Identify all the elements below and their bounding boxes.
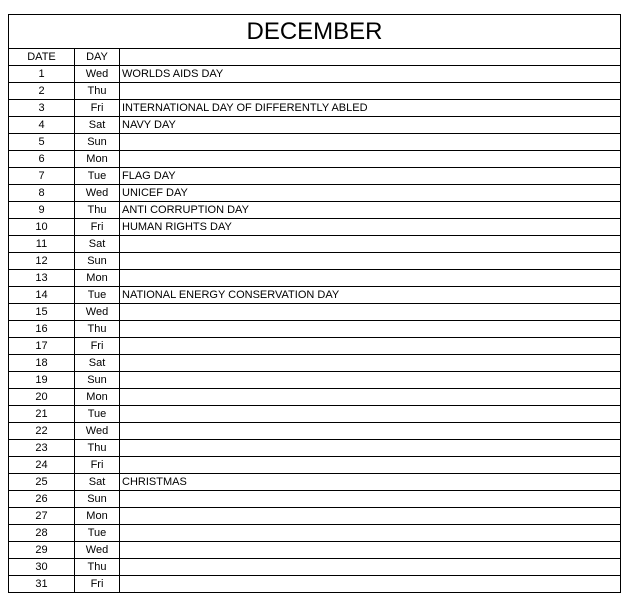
day-cell: Thu bbox=[75, 202, 120, 219]
day-cell: Tue bbox=[75, 287, 120, 304]
event-cell bbox=[120, 491, 621, 508]
table-row bbox=[9, 253, 621, 270]
event-cell bbox=[120, 525, 621, 542]
event-cell bbox=[120, 559, 621, 576]
table-row bbox=[9, 423, 621, 440]
event-cell: UNICEF DAY bbox=[120, 185, 621, 202]
event-cell bbox=[120, 321, 621, 338]
date-cell: 7 bbox=[9, 168, 75, 185]
table-row bbox=[9, 559, 621, 576]
date-cell: 10 bbox=[9, 219, 75, 236]
date-cell: 6 bbox=[9, 151, 75, 168]
event-cell bbox=[120, 338, 621, 355]
day-cell: Sat bbox=[75, 117, 120, 134]
table-row bbox=[9, 100, 621, 117]
date-cell: 25 bbox=[9, 474, 75, 491]
day-cell: Mon bbox=[75, 270, 120, 287]
date-column-header: DATE bbox=[9, 49, 75, 66]
event-cell bbox=[120, 355, 621, 372]
table-row bbox=[9, 270, 621, 287]
event-cell: FLAG DAY bbox=[120, 168, 621, 185]
table-row bbox=[9, 576, 621, 593]
event-cell bbox=[120, 440, 621, 457]
table-row bbox=[9, 304, 621, 321]
event-cell: NAVY DAY bbox=[120, 117, 621, 134]
event-cell bbox=[120, 83, 621, 100]
table-row bbox=[9, 83, 621, 100]
table-row bbox=[9, 508, 621, 525]
date-cell: 13 bbox=[9, 270, 75, 287]
day-cell: Fri bbox=[75, 338, 120, 355]
date-cell: 19 bbox=[9, 372, 75, 389]
day-cell: Thu bbox=[75, 83, 120, 100]
table-body bbox=[9, 66, 621, 593]
event-cell bbox=[120, 253, 621, 270]
event-cell: WORLDS AIDS DAY bbox=[120, 66, 621, 83]
event-cell bbox=[120, 423, 621, 440]
event-column-header bbox=[120, 49, 621, 66]
table-row bbox=[9, 185, 621, 202]
day-cell: Wed bbox=[75, 185, 120, 202]
date-cell: 27 bbox=[9, 508, 75, 525]
day-cell: Sat bbox=[75, 355, 120, 372]
event-cell bbox=[120, 372, 621, 389]
event-cell bbox=[120, 304, 621, 321]
day-cell: Wed bbox=[75, 304, 120, 321]
day-cell: Thu bbox=[75, 559, 120, 576]
table-row bbox=[9, 474, 621, 491]
date-cell: 30 bbox=[9, 559, 75, 576]
table-row bbox=[9, 542, 621, 559]
day-cell: Thu bbox=[75, 321, 120, 338]
event-cell: ANTI CORRUPTION DAY bbox=[120, 202, 621, 219]
date-cell: 3 bbox=[9, 100, 75, 117]
day-cell: Mon bbox=[75, 508, 120, 525]
day-cell: Fri bbox=[75, 576, 120, 593]
day-cell: Sun bbox=[75, 134, 120, 151]
table-row bbox=[9, 287, 621, 304]
day-cell: Thu bbox=[75, 440, 120, 457]
date-cell: 26 bbox=[9, 491, 75, 508]
table-row bbox=[9, 440, 621, 457]
date-cell: 15 bbox=[9, 304, 75, 321]
table-row bbox=[9, 389, 621, 406]
table-row bbox=[9, 134, 621, 151]
day-cell: Sun bbox=[75, 372, 120, 389]
table-row bbox=[9, 355, 621, 372]
event-cell: NATIONAL ENERGY CONSERVATION DAY bbox=[120, 287, 621, 304]
date-cell: 31 bbox=[9, 576, 75, 593]
date-cell: 24 bbox=[9, 457, 75, 474]
event-cell: HUMAN RIGHTS DAY bbox=[120, 219, 621, 236]
event-cell bbox=[120, 151, 621, 168]
day-cell: Tue bbox=[75, 406, 120, 423]
table-row bbox=[9, 406, 621, 423]
date-cell: 16 bbox=[9, 321, 75, 338]
day-column-header: DAY bbox=[75, 49, 120, 66]
date-cell: 22 bbox=[9, 423, 75, 440]
day-cell: Wed bbox=[75, 423, 120, 440]
date-cell: 23 bbox=[9, 440, 75, 457]
day-cell: Tue bbox=[75, 525, 120, 542]
day-cell: Sat bbox=[75, 236, 120, 253]
event-cell bbox=[120, 406, 621, 423]
table-row bbox=[9, 457, 621, 474]
date-cell: 9 bbox=[9, 202, 75, 219]
event-cell: INTERNATIONAL DAY OF DIFFERENTLY ABLED bbox=[120, 100, 621, 117]
date-cell: 21 bbox=[9, 406, 75, 423]
table-row bbox=[9, 236, 621, 253]
event-cell bbox=[120, 134, 621, 151]
table-row bbox=[9, 372, 621, 389]
page-title: DECEMBER bbox=[9, 15, 621, 49]
day-cell: Sun bbox=[75, 253, 120, 270]
event-cell bbox=[120, 576, 621, 593]
header-row bbox=[9, 49, 621, 66]
event-cell bbox=[120, 236, 621, 253]
calendar-table bbox=[8, 14, 621, 593]
date-cell: 5 bbox=[9, 134, 75, 151]
date-cell: 14 bbox=[9, 287, 75, 304]
day-cell: Fri bbox=[75, 100, 120, 117]
table-row bbox=[9, 338, 621, 355]
event-cell bbox=[120, 389, 621, 406]
table-row bbox=[9, 525, 621, 542]
date-cell: 18 bbox=[9, 355, 75, 372]
table-row bbox=[9, 219, 621, 236]
day-cell: Sat bbox=[75, 474, 120, 491]
day-cell: Fri bbox=[75, 457, 120, 474]
event-cell bbox=[120, 542, 621, 559]
date-cell: 8 bbox=[9, 185, 75, 202]
day-cell: Tue bbox=[75, 168, 120, 185]
date-cell: 2 bbox=[9, 83, 75, 100]
day-cell: Wed bbox=[75, 66, 120, 83]
day-cell: Sun bbox=[75, 491, 120, 508]
table-row bbox=[9, 117, 621, 134]
date-cell: 20 bbox=[9, 389, 75, 406]
table-row bbox=[9, 168, 621, 185]
date-cell: 4 bbox=[9, 117, 75, 134]
day-cell: Mon bbox=[75, 389, 120, 406]
day-cell: Wed bbox=[75, 542, 120, 559]
table-row bbox=[9, 202, 621, 219]
event-cell bbox=[120, 457, 621, 474]
event-cell bbox=[120, 508, 621, 525]
table-row bbox=[9, 491, 621, 508]
day-cell: Fri bbox=[75, 219, 120, 236]
table-row bbox=[9, 66, 621, 83]
table-row bbox=[9, 321, 621, 338]
event-cell bbox=[120, 270, 621, 287]
date-cell: 1 bbox=[9, 66, 75, 83]
date-cell: 28 bbox=[9, 525, 75, 542]
date-cell: 12 bbox=[9, 253, 75, 270]
date-cell: 11 bbox=[9, 236, 75, 253]
date-cell: 29 bbox=[9, 542, 75, 559]
date-cell: 17 bbox=[9, 338, 75, 355]
day-cell: Mon bbox=[75, 151, 120, 168]
title-row bbox=[9, 15, 621, 49]
event-cell: CHRISTMAS bbox=[120, 474, 621, 491]
table-row bbox=[9, 151, 621, 168]
